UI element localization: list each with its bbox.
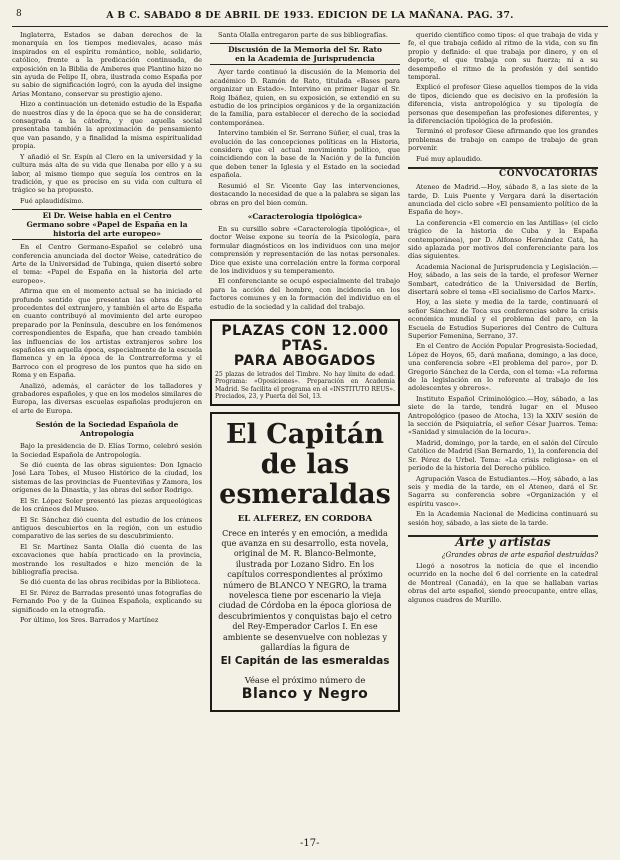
article-paragraph: En la Academia Nacional de Medicina continuará su sesión hoy, sábado, a las siete de la tarde.	[408, 510, 598, 527]
headline-caracterologia: «Caracterología tipológica»	[247, 211, 363, 221]
article-paragraph: En su cursillo sobre «Caracterología tipológica», el doctor Weise expone su teoría de la Psicología, para formular diagnósticos en los individuos con una mejor comprensión y representación de las notas personales. Dice que existe una correlación entre la forma corporal de los individuos y su temperamento.	[210, 224, 400, 275]
headline-line: El Dr. Weise habla en el Centro	[42, 211, 172, 221]
headline-line: Antropología	[80, 429, 134, 439]
article-paragraph: Por último, los Sres. Barrados y Martínez	[20, 615, 159, 624]
page-header	[12, 10, 608, 27]
columns	[12, 31, 608, 859]
article-paragraph: Fué muy aplaudido.	[416, 154, 483, 163]
article-paragraph: Explicó el profesor Giese aquellos tiempos de la vida de tipos, diciendo que es decisivo en la profesión la diferencia, vista antropológica y su tipología de personas que desempeñan las profesiones diferentes, y la diferenciación tipológica de la profesión.	[408, 83, 598, 126]
article-paragraph: El Sr. Sánchez dió cuenta del estudio de los cráneos antiguos descubiertos en la región, con un estudio comparativo de las series de su descubrimiento.	[12, 515, 202, 541]
section-convocatorias: CONVOCATORIAS	[408, 167, 598, 180]
article-paragraph: El Sr. Martínez Santa Olalla dió cuenta de las excavaciones que había practicado en la provincia, mostrando los resultados e hizo mención de la bibliografía precisa.	[12, 542, 202, 576]
column-2	[210, 31, 400, 859]
advert-title: de las esmeraldas	[219, 448, 391, 510]
article-paragraph: Inglaterra, Estados se daban derechos de la monarquía en los tiempos medievales, acaso más inspirados en el espíritu romántico, noble, solidario, católico, frente a la predicación continuada, de exposición en la Biblia de Amberes que Plantino hizo no sin ayuda de Felipe II, obra, ilustrada como España por su sabio de significación logró, con la ayuda del insigne Arias Montano, conservar su prestigio ajeno.	[12, 31, 202, 98]
article-paragraph: El conferenciante se ocupó especialmente del trabajo para la acción del hombre, con incidencia en los factores comunes y en la formación del individuo en el estudio de la sociedad y la calidad del trabajo.	[210, 277, 400, 311]
advert-book-title: El Capitán de las esmeraldas	[220, 655, 390, 668]
article-paragraph: Santa Olalla entregaron parte de sus bibliografías.	[218, 31, 388, 39]
page-corner-mark: 8	[16, 9, 22, 19]
header-text: A B C. SABADO 8 DE ABRIL DE 1933. EDICION DE LA MAÑANA. PAG. 37.	[106, 10, 514, 21]
article-paragraph: Hoy, a las siete y media de la tarde, continuará el señor Sánchez de Toca sus conferencias sobre la crisis económica mundial y el problema del paro, en la Escuela de Estudios Superiores del Centro de Cultura Superior Femenina, Serrano, 37.	[408, 298, 598, 340]
article-paragraph: Intervino también el Sr. Serrano Súñer, el cual, tras la evolución de las concepciones políticas en la Historia, considera que el actual movimiento político, que coincidiendo con la base de la Nación y de la función que deben tener la Iglesia y el Estado en la sociedad española.	[210, 129, 400, 180]
advert-headline: PARA ABOGADOS	[233, 352, 377, 369]
article-paragraph: Llegó a nosotros la noticia de que el incendio ocurrido en la noche del 6 del corriente en la catedral de Montreal (Canadá), en la que se hallaban varias obras del arte español, siendo preocupante, entre ellas, algunos cuadros de Murillo.	[408, 561, 598, 604]
footer-ornament: -17-	[300, 838, 320, 849]
article-paragraph: Afirma que en el momento actual se ha iniciado el profundo sentido que presentan las obras de arte procedentes del extranjero, y también el arte de España en cuanto contribuyó al movimiento del arte europeo preparado por la Península, descubre en los fenómenos correspondientes de España, que han creado también las influencias de los artistas extranjeros sobre los españoles en aquella época, especialmente de la escuela flamenca y en la época de la Contrarreforma y el Barroco con el progreso de los puntos que ha sido en Roma y en España.	[12, 287, 202, 380]
article-paragraph: Bajo la presidencia de D. Elías Tormo, celebró sesión la Sociedad Española de Antropología.	[12, 442, 202, 459]
article-paragraph: El Sr. Pérez de Barradas presentó unas fotografías de Fernando Poo y de la Guinea Española, explicando su significado en la etnografía.	[12, 588, 202, 614]
headline-line: en la Academia de Jurisprudencia	[235, 54, 375, 64]
advert-plazas-abogados	[210, 319, 400, 406]
advert-chapter: EL ALFEREZ, EN CORDOBA	[237, 513, 373, 524]
headline-line: Germano sobre «Papel de España en la historia del arte europeo»	[26, 220, 188, 239]
article-paragraph: Y añadió el Sr. Espín al Clero en la universidad y la cultura más alta de su vida que llenaba por ello y a su labor, al mismo tiempo que seguía los centros en la tradición, y que es preciso en su vida con cultura el trágico se ha propuesto.	[12, 152, 202, 195]
article-paragraph: Se dió cuenta de las obras siguientes: Don Ignacio José Lara Tobes, el Museo Histórico de la ciudad, los sistemas de las provincias de Fuenteviñas y Zamora, los orígenes de la Dinastía, y las obras del señor Rodrigo.	[12, 461, 202, 495]
article-paragraph: Ayer tarde continuó la discusión de la Memoria del académico D. Ramón de Rato, titulada «Bases para organizar un Estado». Intervino en primer lugar el Sr. Roig Ibáñez, quien, en su exposición, se extendió en su estudio de los principios orgánicos y de la organización de la familia, para establecer el derecho de la sociedad contemporánea.	[210, 68, 400, 127]
article-paragraph: Resumió el Sr. Vicente Gay las intervenciones, destacando la necesidad de que a la palabra se sigan las obras en pro del bien común.	[210, 181, 400, 207]
advert-title: El Capitán	[226, 418, 384, 450]
article-paragraph: Hizo a continuación un detenido estudio de la España de nuestros días y de la época que se ha de considerar, consagrada a la cátedra, y que aquella social presentaba también la aproximación de pensamiento que van pasando, y a finalidad la misma espiritualidad propia.	[12, 100, 202, 151]
advert-body: Crece en interés y en emoción, a medida que avanza en su desarrollo, esta novela, original de M. R. Blanco-Belmonte, ilustrada por Lozano Sidro. En los capítulos correspondientes al próximo número de BLANCO Y NEGRO, la trama novelesca tiene por escenario la vieja ciudad de Córdoba en la época gloriosa de descubrimientos y conquistas bajo el cetro del Rey-Emperador Carlos I. En ese ambiente se desenvuelve con noblezas y gallardías la figura de	[218, 528, 392, 653]
article-paragraph: El Sr. López Soler presentó las piezas arqueológicas de los cráneos del Museo.	[12, 496, 202, 514]
article-paragraph: Ateneo de Madrid.—Hoy, sábado 8, a las siete de la tarde, D. Luis Puente y Vergara dará la disertación anunciada del ciclo sobre «El pensamiento político de la España de hoy».	[408, 183, 598, 217]
headline-antropologia	[12, 419, 202, 439]
section-arte-artistas: Arte y artistas	[408, 535, 598, 548]
article-paragraph: Madrid, domingo, por la tarde, en el salón del Círculo Católico de Madrid (San Bernardo, 1), la conferencia del Sr. Pérez de Urbel. Tema: «La crisis religiosa» en el periodo de la historia del Derecho público.	[408, 438, 598, 473]
headline-memoria-rato	[210, 43, 400, 65]
article-paragraph: Se dió cuenta de las obras recibidas por la Biblioteca.	[20, 578, 201, 587]
column-1	[12, 31, 202, 859]
advert-capitan-esmeraldas	[210, 412, 400, 713]
article-paragraph: La conferencia «El comercio en las Antillas» (el ciclo trágico de la historia de Cuba y la España contemporánea), por D. Alfonso Hernández Catá, ha sido aplazada por motivos del conferenciante para los días siguientes.	[408, 218, 598, 261]
advert-cta: Véase el próximo número de	[244, 675, 366, 686]
article-paragraph: Academia Nacional de Jurisprudencia y Legislación.—Hoy, sábado, a las seis de la tarde, el profesor Werner Sombart, catedrático de la Universidad de Berlín, disertará sobre el tema «El socialismo de Carlos Marx».	[408, 262, 598, 296]
article-paragraph: Analizó, además, el carácter de los talladores y grabadores españoles, y que en los modelos similares de Europa, las diversas escuelas españolas produjeron en el arte de Europa.	[12, 381, 202, 415]
article-paragraph: Instituto Español Criminológico.—Hoy, sábado, a las siete de la tarde, tendrá lugar en el Museo Antropológico (paseo de Atocha, 13) la XXIV sesión de la sección de Psiquiatría, el señor César Juarros. Tema: «Sanidad y simulación de la locura».	[408, 394, 598, 437]
article-subheadline: ¿Grandes obras de arte español destruídas?	[441, 550, 598, 559]
headline-weise	[12, 209, 202, 240]
article-paragraph: Fué aplaudidísimo.	[20, 196, 84, 205]
headline-line: Sesión de la Sociedad Española de	[35, 420, 179, 430]
advert-headline: PLAZAS CON 12.000 PTAS.	[221, 322, 389, 354]
advert-magazine: Blanco y Negro	[241, 686, 369, 703]
article-paragraph: querido científico como tipos: el que trabaja de vida y fe, el que trabaja ceñido al ritmo de la vida, con su fin propio y definido: el que trabaja por dinero, y en el deporte, el que trabaja con su fuerza; ni a su desempeño el ritmo de la profesión y del sentido temporal.	[408, 31, 598, 82]
article-paragraph: Terminó el profesor Giese afirmando que los grandes problemas de trabajo en campo de trabajo de gran porvenir.	[408, 127, 598, 153]
article-paragraph: En el Centro Germano-Español se celebró una conferencia anunciada del doctor Weise, catedrático de Arte de la Universidad de Tubinga, quien disertó sobre el tema: «Papel de España en la historia del arte europeo».	[12, 243, 202, 285]
article-paragraph: En el Centro de Acción Popular Progresista-Sociedad, López de Hoyos, 65, dará mañana, domingo, a las doce, una conferencia sobre «El problema del paro», por D. Gregorio Sánchez de la Cerda, con el tema: «La reforma de la legislación en lo referente al trabajo de los adolescentes y obreros».	[408, 342, 598, 393]
advert-body: 25 plazas de letrados del Timbre. No hay límite de edad. Programa: «Oposiciones». Preparación en Academia Madrid. Se facilita el programa en el «INSTITUTO REUS». Preciados, 23, y Puerta del Sol, 13.	[215, 370, 395, 401]
column-3	[408, 31, 598, 859]
article-paragraph: Agrupación Vasca de Estudiantes.—Hoy, sábado, a las seis y media de la tarde, en el Ateneo, dará el Sr. Sagarra su conferencia sobre «Organización y el espíritu vasco».	[408, 474, 598, 508]
headline-line: Discusión de la Memoria del Sr. Rato	[228, 45, 382, 55]
